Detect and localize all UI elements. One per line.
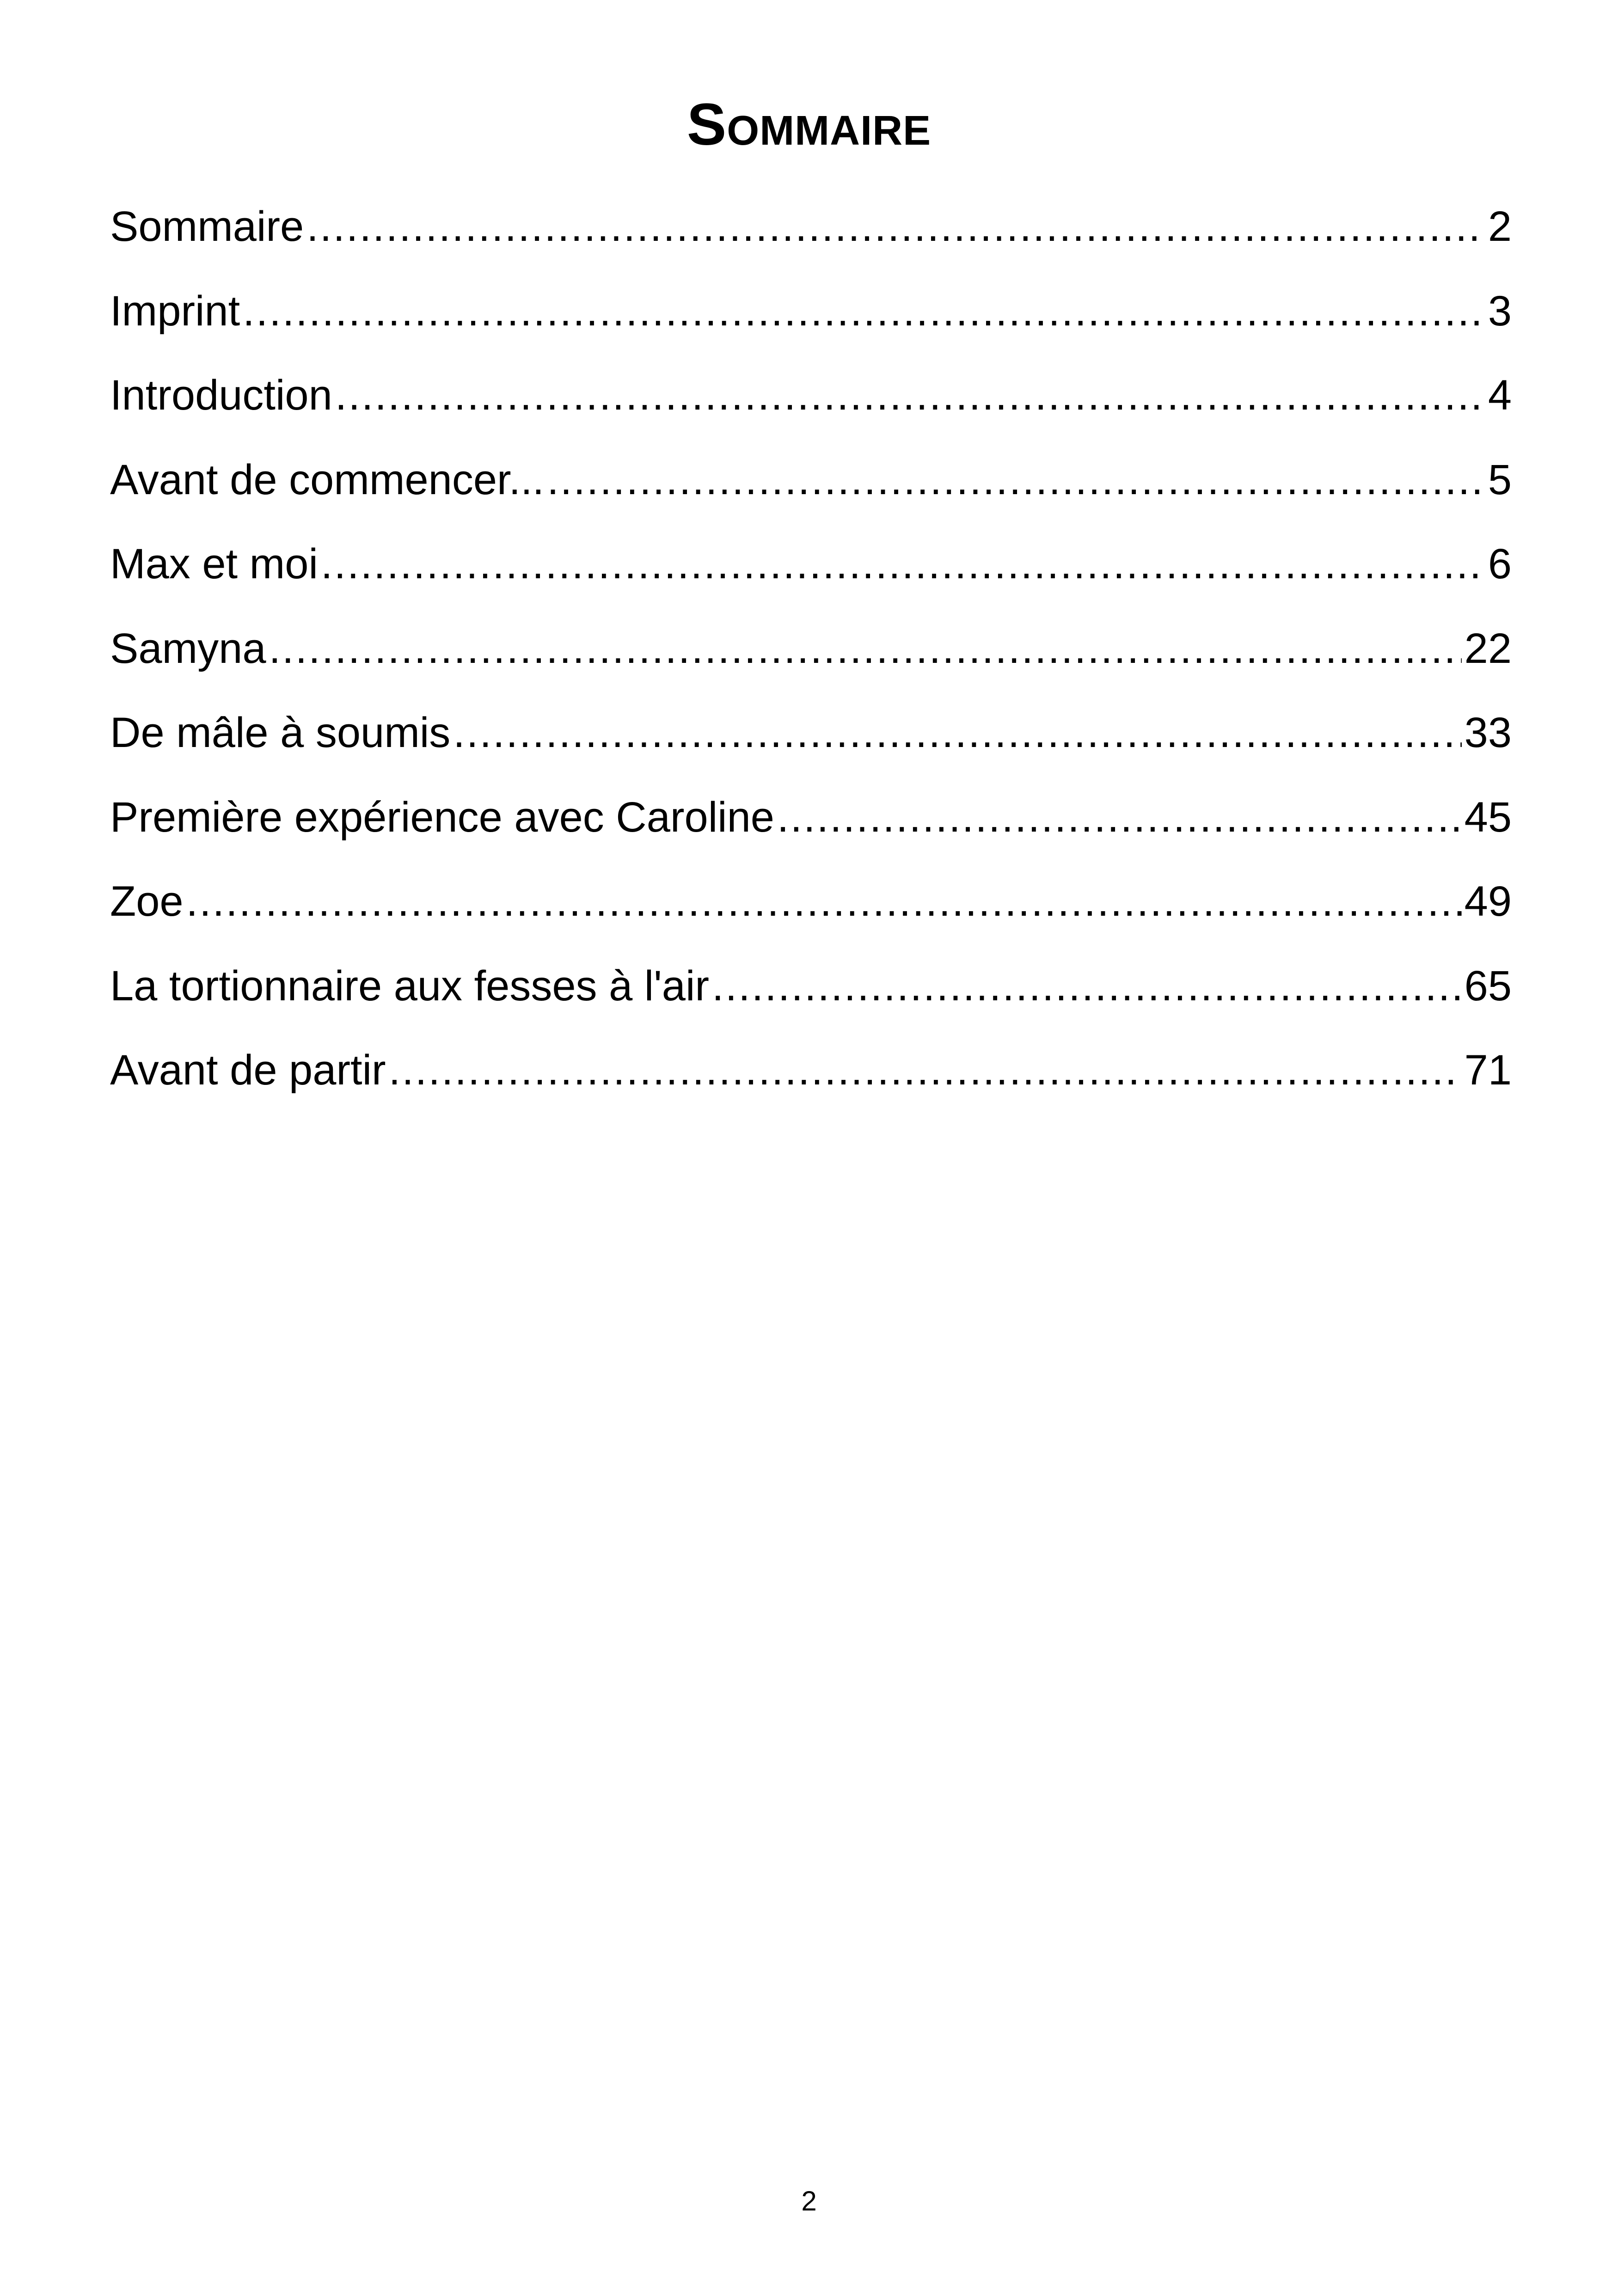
toc-entry-page: 22: [1464, 625, 1512, 672]
toc-entry-label: Imprint: [110, 287, 240, 335]
toc-dot-leader: [269, 621, 1462, 676]
toc-entry[interactable]: [110, 283, 1512, 368]
toc-entry-label: Introduction: [110, 372, 332, 419]
toc-entry-page: 45: [1464, 793, 1512, 841]
toc-dot-leader: [453, 705, 1461, 760]
toc-entry-label: Samyna: [110, 625, 266, 672]
toc-entry[interactable]: [110, 790, 1512, 874]
toc-entry-page: 65: [1464, 962, 1512, 1010]
toc-entry[interactable]: [110, 367, 1512, 452]
toc-entry-label: Première expérience avec Caroline: [110, 793, 774, 841]
toc-entry-page: 3: [1488, 287, 1512, 335]
toc-dot-leader: [335, 367, 1485, 423]
toc-entry-page: 2: [1488, 203, 1512, 250]
table-of-contents: [110, 199, 1512, 1127]
toc-entry[interactable]: [110, 621, 1512, 705]
toc-entry[interactable]: [110, 452, 1512, 537]
toc-entry-label: Zoe: [110, 878, 184, 925]
toc-entry-label: De mâle à soumis: [110, 709, 451, 756]
toc-entry-label: La tortionnaire aux fesses à l'air: [110, 962, 710, 1010]
toc-dot-leader: [186, 874, 1462, 929]
toc-entry-page: 71: [1464, 1047, 1512, 1094]
toc-dot-leader: [389, 1042, 1462, 1098]
toc-entry-page: 4: [1488, 372, 1512, 419]
toc-dot-leader: [306, 199, 1485, 254]
toc-entry-label: Sommaire: [110, 203, 304, 250]
toc-entry[interactable]: [110, 536, 1512, 621]
toc-entry-label: Avant de commencer...: [110, 456, 545, 503]
toc-entry-page: 6: [1488, 540, 1512, 588]
toc-entry[interactable]: [110, 705, 1512, 790]
toc-entry-label: Avant de partir: [110, 1047, 386, 1094]
toc-entry[interactable]: [110, 874, 1512, 958]
toc-dot-leader: [547, 452, 1485, 508]
page-title: Sommaire: [686, 92, 932, 158]
toc-dot-leader: [777, 790, 1462, 845]
toc-entry[interactable]: [110, 958, 1512, 1043]
toc-entry[interactable]: [110, 1042, 1512, 1127]
footer-page-number: 2: [801, 2186, 817, 2216]
toc-dot-leader: [243, 283, 1485, 339]
toc-dot-leader: [712, 958, 1462, 1014]
toc-entry-page: 5: [1488, 456, 1512, 503]
toc-entry-label: Max et moi: [110, 540, 318, 588]
toc-entry-page: 49: [1464, 878, 1512, 925]
toc-entry-page: 33: [1464, 709, 1512, 756]
toc-entry[interactable]: [110, 199, 1512, 283]
toc-dot-leader: [321, 536, 1485, 592]
